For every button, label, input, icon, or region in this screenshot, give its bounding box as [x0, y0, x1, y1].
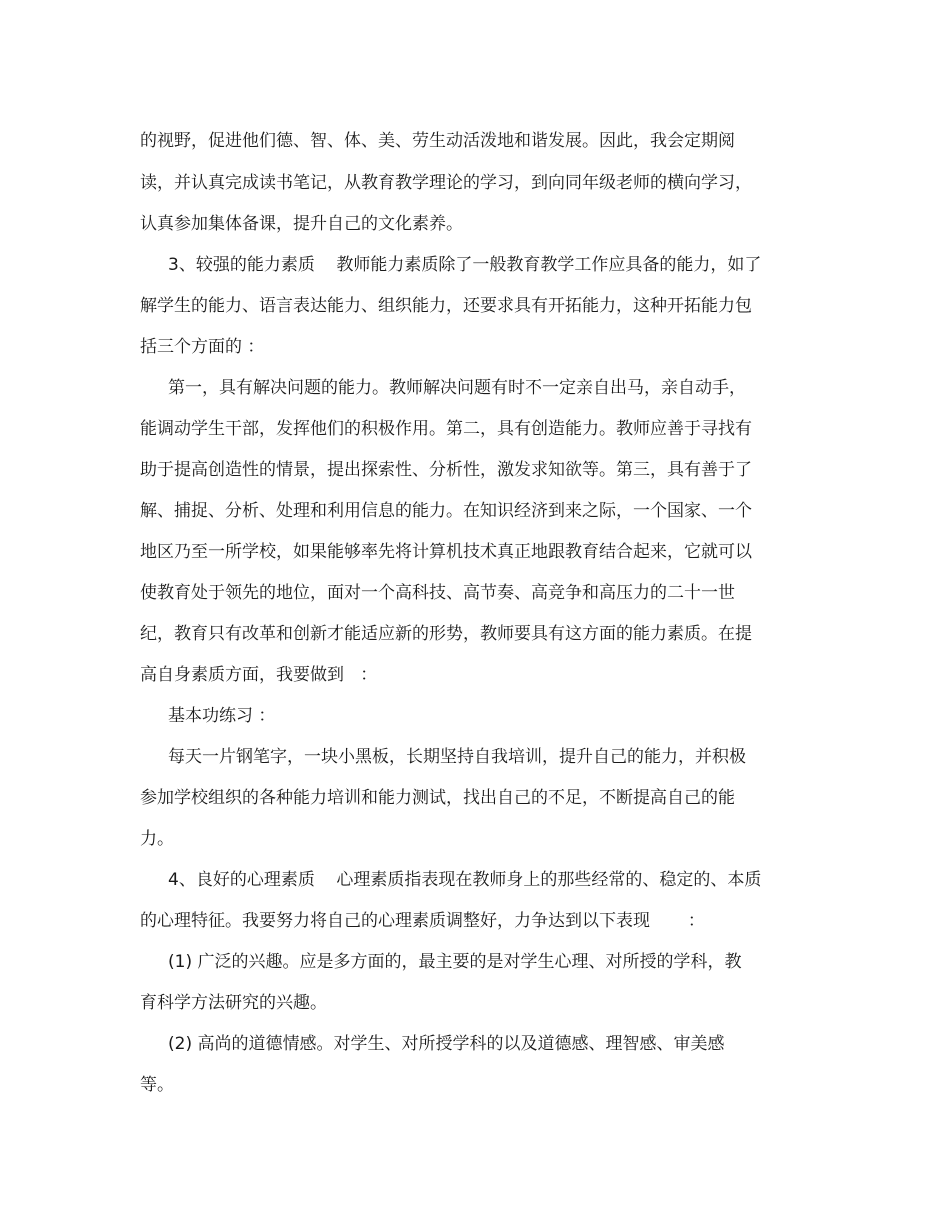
text-line: 每天一片钢笔字，一块小黑板，长期坚持自我培训，提升自己的能力，并积极 — [168, 747, 746, 767]
text-line: 能调动学生干部，发挥他们的积极作用。第二，具有创造能力。教师应善于寻找有 — [140, 419, 752, 439]
text-line: 参加学校组织的各种能力培训和能力测试，找出自己的不足，不断提高自己的能 — [140, 788, 735, 808]
paragraph-heading: 4、良好的心理素质 心理素质指表现在教师身上的那些经常的、稳定的、本质 — [168, 870, 762, 890]
text-line: 解学生的能力、语言表达能力、组织能力，还要求具有开拓能力，这种开拓能力包 — [140, 296, 752, 316]
text-line: 括三个方面的 ： — [140, 337, 265, 357]
text-line: 的心理特征。我要努力将自己的心理素质调整好，力争达到以下表现 ： — [140, 911, 705, 931]
text-line: 认真参加集体备课，提升自己的文化素养。 — [140, 214, 463, 234]
text-line: 育科学方法研究的兴趣。 — [140, 993, 327, 1013]
text-line: 读，并认真完成读书笔记，从教育教学理论的学习，到向同年级老师的横向学习， — [140, 173, 752, 193]
paragraph-heading: 3、较强的能力素质 教师能力素质除了一般教育教学工作应具备的能力，如了 — [168, 255, 762, 275]
text-line: 基本功练习 ： — [168, 706, 276, 726]
text-line: 助于提高创造性的情景，提出探索性、分析性，激发求知欲等。第三，具有善于了 — [140, 460, 752, 480]
list-item: (2) 高尚的道德情感。对学生、对所授学科的以及道德感、理智感、审美感 — [168, 1034, 725, 1054]
text-line: 的视野，促进他们德、智、体、美、劳生动活泼地和谐发展。因此，我会定期阅 — [140, 131, 735, 151]
list-item: (1) 广泛的兴趣。应是多方面的，最主要的是对学生心理、对所授的学科，教 — [168, 952, 742, 972]
text-line: 纪，教育只有改革和创新才能适应新的形势，教师要具有这方面的能力素质。在提 — [140, 624, 752, 644]
text-line: 高自身素质方面，我要做到 ： — [140, 665, 378, 685]
text-line: 使教育处于领先的地位，面对一个高科技、高节奏、高竞争和高压力的二十一世 — [140, 583, 735, 603]
text-line: 地区乃至一所学校，如果能够率先将计算机技术真正地跟教育结合起来，它就可以 — [140, 542, 752, 562]
text-line: 第一，具有解决问题的能力。教师解决问题有时不一定亲自出马，亲自动手， — [168, 378, 746, 398]
text-line: 力。 — [140, 829, 174, 849]
text-line: 解、捕捉、分析、处理和利用信息的能力。在知识经济到来之际，一个国家、一个 — [140, 501, 752, 521]
text-line: 等。 — [140, 1075, 174, 1095]
